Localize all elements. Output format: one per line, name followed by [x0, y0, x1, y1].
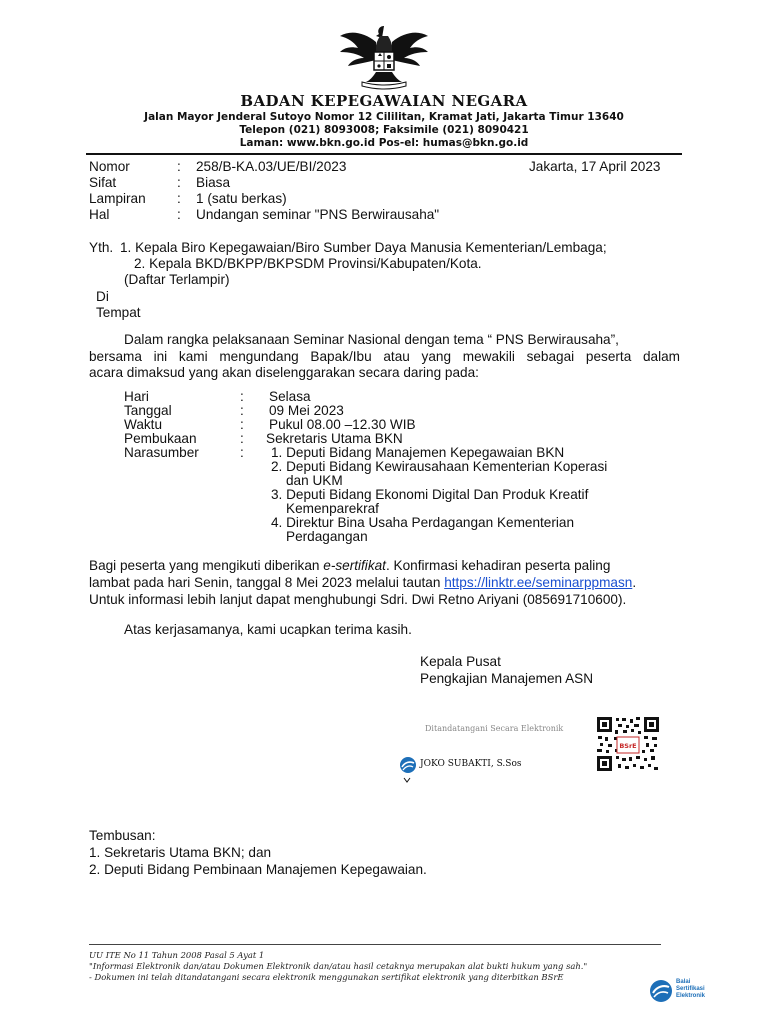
- recipient-item: 1. Kepala Biro Kepegawaian/Biro Sumber Daya Manusia Kementerian/Lembaga;: [120, 240, 607, 255]
- event-sep: :: [240, 403, 244, 418]
- signer-name: JOKO SUBAKTI, S.Sos: [420, 759, 522, 769]
- meta-sep-lampiran: :: [177, 191, 181, 206]
- event-value-pembukaan: Sekretaris Utama BKN: [266, 431, 403, 446]
- bsre-logo-icon: [648, 978, 674, 1004]
- meta-value-hal: Undangan seminar "PNS Berwirausaha": [196, 207, 440, 222]
- intro-line: acara dimaksud yang akan diselenggarakan secara daring pada:: [89, 365, 479, 380]
- bsre-logo: [648, 976, 718, 1006]
- narasumber-item: 2. Deputi Bidang Kewirausahaan Kementerian Koperasi: [271, 459, 608, 474]
- org-web: Laman: www.bkn.go.id Pos-el: humas@bkn.go.id: [239, 137, 529, 149]
- meta-label-nomor: Nomor: [89, 159, 130, 174]
- recipient-tempat: Tempat: [96, 305, 141, 320]
- registration-link[interactable]: https://linktr.ee/seminarppmasn: [444, 575, 633, 590]
- narasumber-item-cont: Perdagangan: [286, 529, 368, 544]
- narasumber-item: 1. Deputi Bidang Manajemen Kepegawaian BKN: [271, 445, 565, 460]
- event-label-narasumber: Narasumber: [124, 445, 199, 460]
- narasumber-item-cont: dan UKM: [286, 473, 343, 488]
- org-name: BADAN KEPEGAWAIAN NEGARA: [240, 92, 528, 110]
- signer-title: Kepala Pusat: [420, 654, 501, 669]
- event-value-tanggal: 09 Mei 2023: [269, 403, 344, 418]
- narasumber-item: 4. Direktur Bina Usaha Perdagangan Kementerian: [271, 515, 575, 530]
- footer-divider: [89, 944, 661, 945]
- event-sep: :: [240, 431, 244, 446]
- closing-line: Untuk informasi lebih lanjut dapat menghubungi Sdri. Dwi Retno Ariyani (085691710600).: [89, 592, 627, 607]
- meta-sep-sifat: :: [177, 175, 181, 190]
- recipient-di: Di: [96, 289, 109, 304]
- scribble-mark: [403, 770, 411, 776]
- intro-line: bersama ini kami mengundang Bapak/Ibu atau yang mewakili sebagai peserta dalam: [89, 349, 680, 364]
- qr-code: [596, 716, 660, 772]
- bsre-logo-text: Elektronik: [676, 993, 706, 999]
- meta-label-sifat: Sifat: [89, 175, 117, 190]
- qr-bsre-mark: BSrE: [619, 742, 637, 750]
- meta-label-hal: Hal: [89, 207, 110, 222]
- letterhead-divider: [86, 153, 682, 155]
- bsre-logo-text: Sertifikasi: [676, 986, 705, 992]
- footer-bsre-note: - Dokumen ini telah ditandatangani secara elektronik menggunakan sertifikat elektronik yang diterbitkan BSrE: [89, 972, 564, 982]
- narasumber-item-cont: Kemenparekraf: [286, 501, 379, 516]
- recipient-item: 2. Kepala BKD/BKPP/BKPSDM Provinsi/Kabupaten/Kota.: [134, 256, 482, 271]
- footer-law-quote: "Informasi Elektronik dan/atau Dokumen Elektronik dan/atau hasil cetaknya merupakan alat bukti hukum yang sah.": [89, 961, 588, 971]
- recipient-yth: Yth.: [89, 240, 114, 255]
- e-sertifikat-text: e-sertifikat: [323, 558, 386, 573]
- narasumber-item: 3. Deputi Bidang Ekonomi Digital Dan Produk Kreatif: [271, 487, 589, 502]
- event-value-hari: Selasa: [269, 389, 311, 404]
- footer-law-ref: UU ITE No 11 Tahun 2008 Pasal 5 Ayat 1: [89, 950, 265, 960]
- meta-value-sifat: Biasa: [196, 175, 231, 190]
- garuda-emblem: [336, 22, 432, 90]
- tembusan-item: 1. Sekretaris Utama BKN; dan: [89, 845, 272, 860]
- event-sep: :: [240, 417, 244, 432]
- event-label-waktu: Waktu: [124, 417, 163, 432]
- event-sep: :: [240, 445, 244, 460]
- thanks-line: Atas kerjasamanya, kami ucapkan terima kasih.: [124, 622, 412, 637]
- event-value-waktu: Pukul 08.00 –12.30 WIB: [269, 417, 416, 432]
- intro-line: Dalam rangka pelaksanaan Seminar Nasional dengan tema “ PNS Berwirausaha”,: [124, 332, 619, 347]
- meta-value-lampiran: 1 (satu berkas): [196, 191, 287, 206]
- meta-sep-hal: :: [177, 207, 181, 222]
- signer-unit: Pengkajian Manajemen ASN: [420, 671, 594, 686]
- closing-line: Bagi peserta yang mengikuti diberikan e-sertifikat. Konfirmasi kehadiran peserta paling: [89, 558, 611, 573]
- meta-sep-nomor: :: [177, 159, 181, 174]
- tembusan-title: Tembusan:: [89, 828, 156, 843]
- closing-line: lambat pada hari Senin, tanggal 8 Mei 2023 melalui tautan https://linktr.ee/seminarppmasn.: [89, 575, 637, 590]
- org-address: Jalan Mayor Jenderal Sutoyo Nomor 12 Cililitan, Kramat Jati, Jakarta Timur 13640: [144, 111, 624, 123]
- event-sep: :: [240, 389, 244, 404]
- bsre-logo-text: Balai: [676, 979, 691, 985]
- tembusan-item: 2. Deputi Bidang Pembinaan Manajemen Kepegawaian.: [89, 862, 427, 877]
- meta-label-lampiran: Lampiran: [89, 191, 146, 206]
- event-label-hari: Hari: [124, 389, 149, 404]
- meta-value-nomor: 258/B-KA.03/UE/BI/2023: [196, 159, 347, 174]
- signed-electronically-note: Ditandatangani Secara Elektronik: [425, 724, 564, 733]
- org-phone: Telepon (021) 8093008; Faksimile (021) 8090421: [239, 124, 529, 136]
- event-label-pembukaan: Pembukaan: [124, 431, 197, 446]
- letter-date: Jakarta, 17 April 2023: [529, 159, 661, 174]
- recipient-note: (Daftar Terlampir): [124, 272, 230, 287]
- event-label-tanggal: Tanggal: [124, 403, 172, 418]
